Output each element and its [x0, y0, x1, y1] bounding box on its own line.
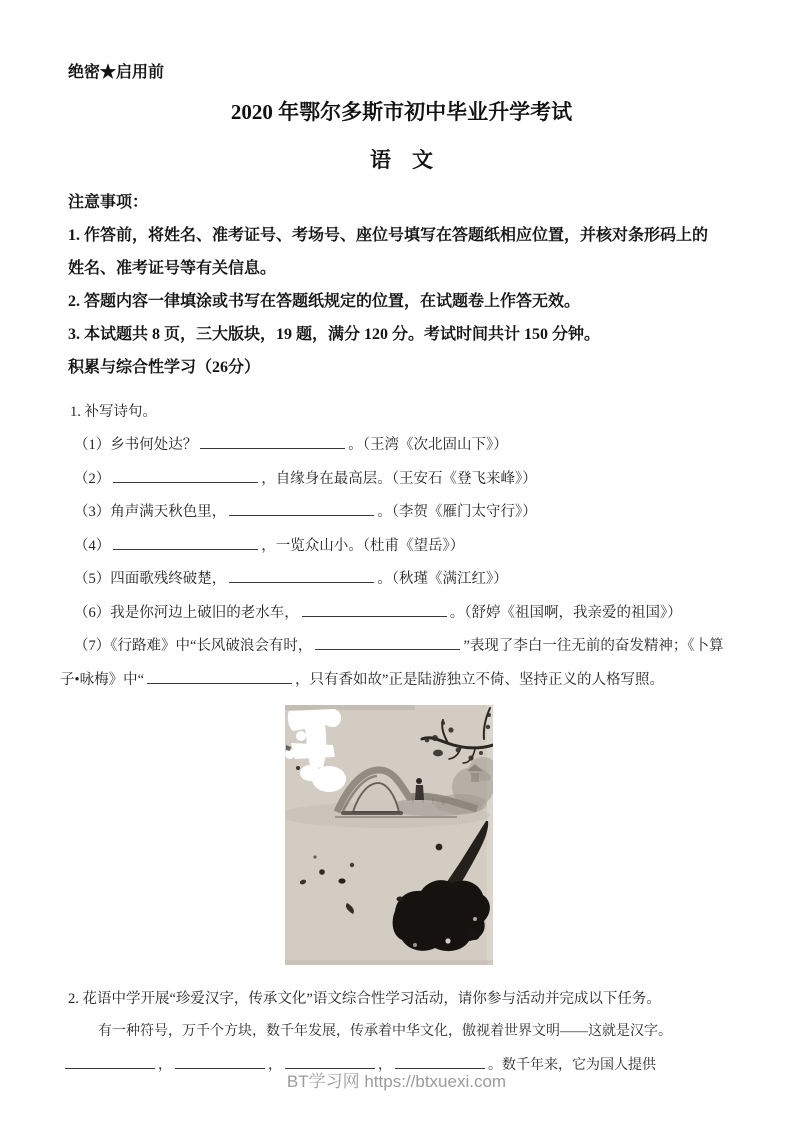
item-text: ，自缘身在最高层。（王安石《登飞来峰》） — [261, 470, 537, 487]
item-text: ”表现了李白一往无前的奋发精神；《卜算 — [463, 638, 724, 654]
question-2-quote: 有一种符号，万千个方块，数千年发展，传承着中华文化，傲视着世界文明——这就是汉字。 — [98, 1024, 672, 1039]
notice-line: 1. 作答前，将姓名、准考证号、考场号、座位号填写在答题纸相应位置，并核对条形码上的 — [68, 227, 709, 244]
question-1-stem: 1. 补写诗句。 — [70, 404, 157, 420]
question-1-item-2 — [74, 463, 735, 497]
question-1-item-7-continued — [60, 664, 735, 698]
question-1-item-6 — [74, 597, 735, 631]
notice-line: 3. 本试题共 8 页，三大版块，19 题，满分 120 分。考试时间共计 150 分钟。 — [68, 326, 601, 343]
answer-blank — [229, 502, 374, 516]
notice-line: 2. 答题内容一律填涂或书写在答题纸规定的位置，在试题卷上作答无效。 — [68, 293, 581, 310]
ink-painting-image — [285, 705, 493, 965]
item-text: （7）《行路难》中“长风破浪会有时， — [74, 638, 313, 654]
item-text: 子•咏梅》中“ — [60, 671, 145, 688]
notice-section — [68, 186, 735, 384]
answer-blank — [315, 636, 460, 650]
question-1-item-7 — [74, 630, 735, 664]
item-text: 。（舒婷《祖国啊，我亲爱的祖国》） — [449, 604, 682, 621]
question-1 — [60, 396, 735, 697]
classification-label: 绝密★启用前 — [68, 64, 165, 81]
question-1-item-1 — [74, 429, 735, 463]
item-text: （1）乡书何处达？ — [74, 437, 198, 453]
answer-blank — [302, 603, 447, 617]
item-text: ，只有香如故”正是陆游独立不倚、坚持正义的人格写照。 — [295, 671, 664, 688]
answer-blank — [147, 670, 292, 684]
item-text: （3）角声满天秋色里， — [74, 504, 227, 520]
item-text: （6）我是你河边上破旧的老水车， — [74, 604, 299, 621]
item-text: （2） — [74, 470, 111, 487]
answer-blank — [200, 435, 345, 449]
item-text: ，一览众山小。（杜甫《望岳》） — [261, 537, 465, 554]
section-heading: 积累与综合性学习（26分） — [68, 359, 261, 376]
subject-title: 语 文 — [370, 148, 433, 172]
question-1-item-5 — [74, 563, 735, 597]
page-title: 2020 年鄂尔多斯市初中毕业升学考试 — [230, 100, 573, 124]
notice-line: 姓名、准考证号等有关信息。 — [68, 260, 277, 277]
separator: ， — [378, 1058, 392, 1073]
answer-blank — [113, 536, 258, 550]
tail-text: 。数千年来，它为国人提供 — [488, 1058, 656, 1073]
question-2-stem: 2. 花语中学开展“珍爱汉字，传承文化”语文综合性学习活动，请你参与活动并完成以下任务。 — [68, 991, 661, 1007]
separator: ， — [158, 1058, 172, 1073]
answer-blank — [229, 569, 374, 583]
answer-blank — [113, 469, 258, 483]
item-text: 。（李贺《雁门太守行》） — [377, 504, 537, 520]
separator: ， — [268, 1058, 282, 1073]
item-text: 。（王湾《次北固山下》） — [348, 437, 508, 453]
question-1-item-3 — [74, 496, 735, 530]
watermark-footer: BT学习网 https://btxuexi.com — [286, 1072, 507, 1091]
item-text: 。（秋瑾《满江红》） — [377, 571, 508, 587]
question-1-item-4 — [74, 530, 735, 564]
notice-heading: 注意事项： — [68, 194, 149, 211]
item-text: （4） — [74, 537, 111, 554]
item-text: （5）四面歌残终破楚， — [74, 571, 227, 587]
